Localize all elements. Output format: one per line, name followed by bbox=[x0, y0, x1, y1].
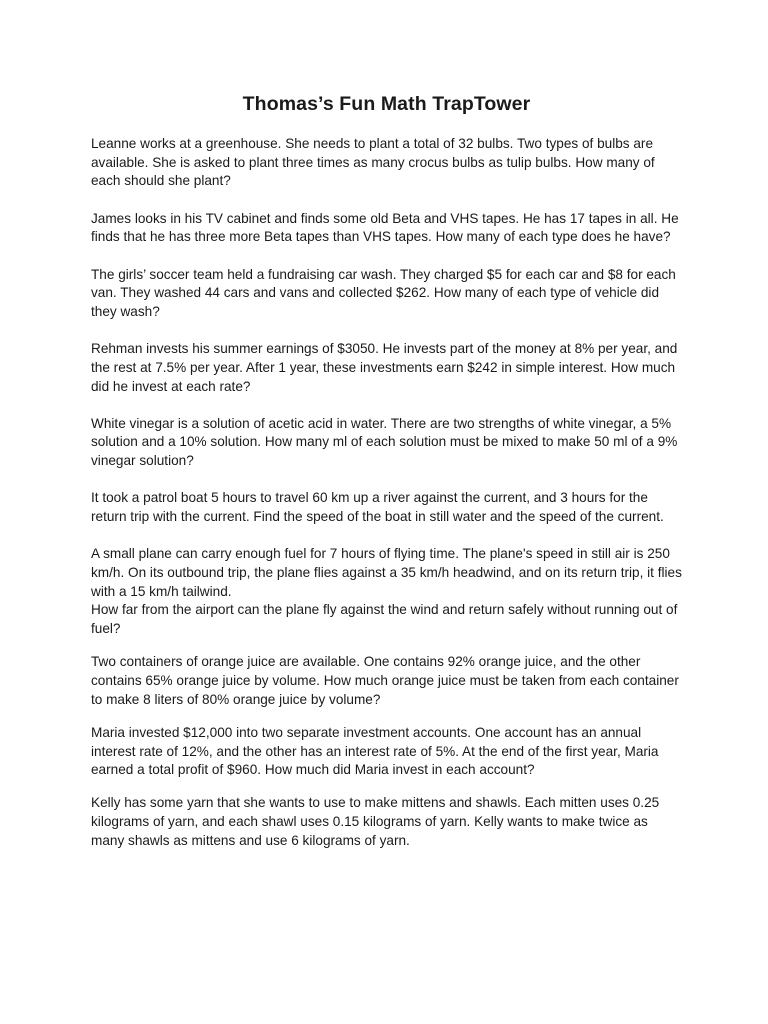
word-problem-3 bbox=[91, 266, 682, 322]
problem-text: Two containers of orange juice are available. One contains 92% orange juice, and the other contains 65% orange juice by volume. How much orange juice must be taken from each container to make 8 liters of 80% orange juice by volume? bbox=[91, 654, 679, 707]
problem-text: James looks in his TV cabinet and finds some old Beta and VHS tapes. He has 17 tapes in all. He finds that he has three more Beta tapes than VHS tapes. How many of each type does he have? bbox=[91, 210, 679, 245]
word-problem-2 bbox=[91, 210, 682, 247]
problem-text: White vinegar is a solution of acetic acid in water. There are two strengths of white vinegar, a 5% solution and a 10% solution. How many ml of each solution must be mixed to make 50 ml of a 9% vinegar solution? bbox=[91, 415, 678, 469]
word-problem-1 bbox=[91, 135, 682, 191]
word-problem-6 bbox=[91, 489, 682, 526]
word-problem-8 bbox=[91, 653, 682, 709]
word-problem-4 bbox=[91, 340, 682, 396]
problem-text: Rehman invests his summer earnings of $3050. He invests part of the money at 8% per year, and the rest at 7.5% per year. After 1 year, these investments earn $242 in simple interest. How much did he invest at each rate? bbox=[91, 341, 678, 394]
problem-text: Maria invested $12,000 into two separate investment accounts. One account has an annual interest rate of 12%, and the other has an interest rate of 5%. At the end of the first year, Maria earned a total profit of $960. How much did Maria invest in each account? bbox=[91, 724, 659, 778]
problem-text: Leanne works at a greenhouse. She needs to plant a total of 32 bulbs. Two types of bulbs are available. She is asked to plant three times as many crocus bulbs as tulip bulbs. How many of each should she plant? bbox=[91, 136, 655, 189]
document-title: Thomas’s Fun Math TrapTower bbox=[242, 93, 531, 115]
word-problem-10 bbox=[91, 794, 682, 850]
problem-text: The girls’ soccer team held a fundraising car wash. They charged $5 for each car and $8 for each van. They washed 44 cars and vans and collected $262. How many of each type of vehicle did they wash? bbox=[91, 266, 676, 319]
problem-question: How far from the airport can the plane fly against the wind and return safely without running out of fuel? bbox=[91, 602, 678, 637]
word-problem-5 bbox=[91, 415, 682, 471]
problem-text: It took a patrol boat 5 hours to travel 60 km up a river against the current, and 3 hours for the return trip with the current. Find the speed of the boat in still water and the speed of the current. bbox=[91, 490, 664, 525]
problem-text: Kelly has some yarn that she wants to use to make mittens and shawls. Each mitten uses 0.25 kilograms of yarn, and each shawl uses 0.15 kilograms of yarn. Kelly wants to make twice as many shawls as mittens and use 6 kilograms of yarn. bbox=[91, 795, 660, 848]
problem-text: A small plane can carry enough fuel for 7 hours of flying time. The plane's speed in still air is 250 km/h. On its outbound trip, the plane flies against a 35 km/h headwind, and on its return trip, it flies with a 15 km/h tailwind. bbox=[91, 546, 682, 599]
word-problem-7 bbox=[91, 545, 682, 639]
word-problem-9 bbox=[91, 724, 682, 780]
